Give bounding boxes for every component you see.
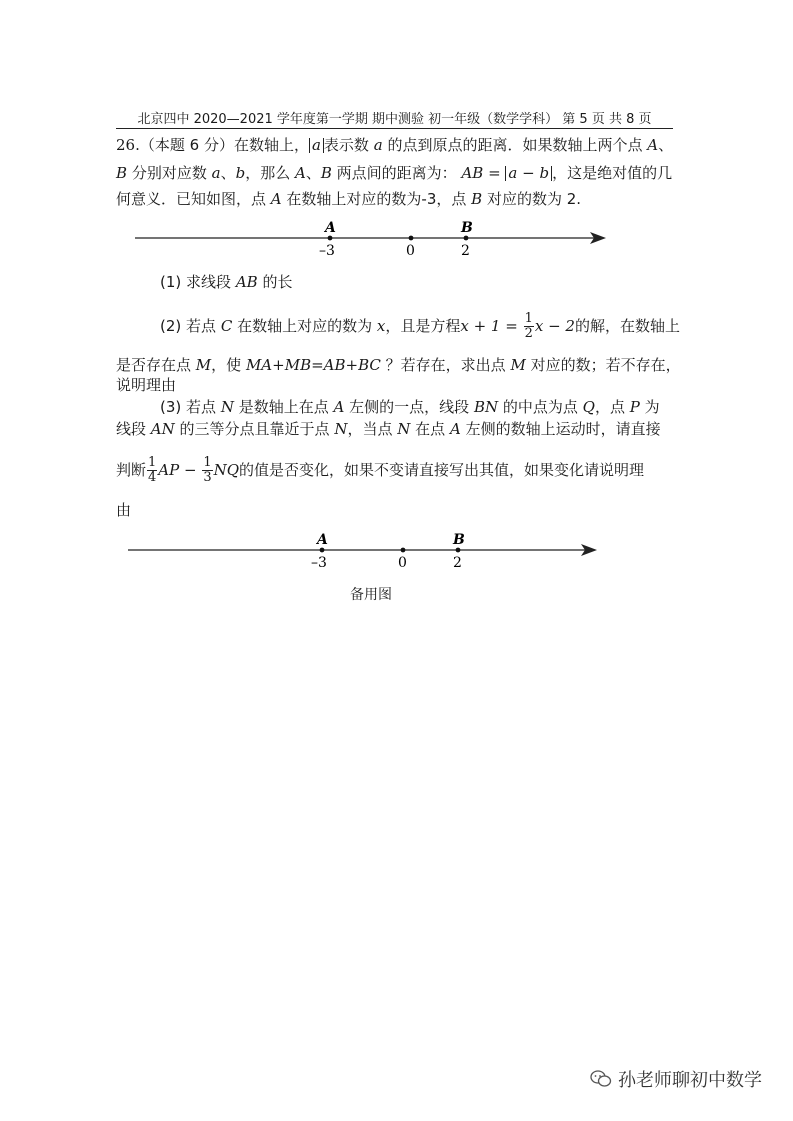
text: 表示数 — [323, 136, 369, 154]
equation-left: x + 1 = — [460, 317, 523, 335]
label-B: B — [461, 220, 473, 236]
point-B: B — [320, 164, 332, 182]
tick-2: 2 — [461, 243, 470, 259]
wechat-icon — [590, 1069, 612, 1089]
text: 左侧的数轴上运动时，请直接 — [465, 420, 661, 438]
text: 在数轴上对应的数为-3，点 — [286, 190, 467, 208]
expr-NQ: NQ — [213, 461, 240, 479]
point-A-dot — [320, 548, 325, 553]
text: 何意义．已知如图，点 — [116, 190, 267, 208]
point-B-dot — [456, 548, 461, 553]
segment-BN: BN — [473, 398, 499, 416]
var-a: a — [373, 136, 383, 154]
question-2-line-1 — [160, 312, 720, 341]
point-P: P — [629, 398, 640, 416]
formula-lhs: AB = — [461, 164, 506, 182]
text: ，点 — [594, 398, 625, 416]
text: 的值是否变化，如果不变请直接写出其值，如果变化请说明理 — [239, 461, 645, 479]
tick-0: 0 — [406, 243, 415, 259]
point-B: B — [116, 164, 128, 182]
question-1 — [160, 272, 720, 292]
point-M: M — [510, 356, 526, 374]
var-a: a — [211, 164, 221, 182]
var-x: x — [376, 317, 386, 335]
tick-2: 2 — [453, 555, 462, 571]
segment-AN: AN — [150, 420, 175, 438]
text: 的长 — [262, 273, 293, 291]
text: ，这是绝对值的几 — [552, 164, 673, 182]
text: ，当点 — [347, 420, 393, 438]
text: 对应的数为 2. — [486, 190, 582, 208]
text: 的点到原点的距离．如果数轴上两个点 — [387, 136, 643, 154]
text: 是否存在点 — [116, 356, 192, 374]
point-C: C — [220, 317, 233, 335]
point-A: A — [333, 398, 345, 416]
question-2-line-3 — [116, 375, 676, 395]
point-Q: Q — [582, 398, 595, 416]
question-3-line-1 — [160, 397, 720, 417]
fraction-one-half — [524, 312, 534, 341]
text: 线段 — [116, 420, 147, 438]
text: 在点 — [415, 420, 446, 438]
condition: MA+MB=AB+BC — [245, 356, 381, 374]
text: 判断 — [116, 461, 147, 479]
text: ？若存在，求出点 — [385, 356, 506, 374]
point-N: N — [397, 420, 411, 438]
text: 在数轴上， — [233, 136, 309, 154]
text: ，且是方程 — [385, 317, 461, 335]
tick-minus3: –3 — [311, 555, 327, 571]
question-2-line-2 — [116, 355, 681, 375]
text: ，那么 — [245, 164, 291, 182]
label-A: A — [317, 532, 328, 548]
text: 两点间的距离为： — [336, 164, 457, 182]
figure-caption: 备用图 — [350, 587, 392, 603]
page-header: 北京四中 2020—2021 学年度第一学期 期中测验 初一年级（数学学科） 第 5 页 共 8 页 — [137, 112, 652, 127]
text: 是数轴上在点 — [238, 398, 329, 416]
fraction-one-quarter — [147, 456, 157, 485]
text: (2) 若点 — [160, 317, 217, 335]
origin-dot — [401, 548, 406, 553]
point-A: A — [647, 136, 659, 154]
frac-num: 1 — [524, 311, 533, 326]
text: 由 — [116, 501, 132, 519]
frac-num: 1 — [148, 455, 157, 470]
frac-den: 3 — [203, 470, 212, 485]
origin-dot — [409, 236, 414, 241]
equation-right: x − 2 — [534, 317, 575, 335]
text: (1) 求线段 — [160, 273, 232, 291]
text: 左侧的一点，线段 — [349, 398, 470, 416]
point-B: B — [471, 190, 483, 208]
watermark-text: 孙老师聊初中数学 — [618, 1070, 762, 1091]
point-A: A — [294, 164, 306, 182]
text: 、 — [658, 136, 674, 154]
question-3-line-2 — [116, 419, 676, 439]
text: 、 — [305, 164, 321, 182]
text: (3) 若点 — [160, 398, 217, 416]
text: ，使 — [211, 356, 242, 374]
frac-den: 4 — [148, 470, 157, 485]
tick-0: 0 — [398, 555, 407, 571]
point-A: A — [270, 190, 282, 208]
fraction-one-third — [202, 456, 212, 485]
abs-a: a — [309, 138, 324, 153]
text: 在数轴上对应的数为 — [237, 317, 373, 335]
text: 的三等分点且靠近于点 — [179, 420, 330, 438]
point-M: M — [195, 356, 212, 374]
problem-number: 26. — [116, 136, 140, 154]
point-A: A — [449, 420, 461, 438]
var-AB: AB — [235, 273, 258, 291]
formula-abs: a − b — [505, 166, 552, 181]
point-N: N — [220, 398, 234, 416]
text: 、 — [220, 164, 236, 182]
text: 为 — [644, 398, 660, 416]
point-B-dot — [464, 236, 469, 241]
var-b: b — [235, 164, 246, 182]
problem-points: （本题 6 分） — [139, 136, 234, 154]
label-B: B — [453, 532, 465, 548]
frac-num: 1 — [203, 455, 212, 470]
text: 对应的数；若不存在， — [530, 356, 681, 374]
question-3-line-3 — [116, 456, 676, 485]
point-N: N — [334, 420, 348, 438]
frac-den: 2 — [524, 326, 533, 341]
tick-minus3: –3 — [319, 243, 335, 259]
text: 说明理由 — [116, 376, 177, 394]
text: 的解，在数轴上 — [574, 317, 680, 335]
text: 的中点为点 — [502, 398, 578, 416]
number-line-2 — [128, 532, 597, 571]
point-A-dot — [328, 236, 333, 241]
expr-AP: AP − — [158, 461, 202, 479]
question-3-line-4 — [116, 500, 676, 520]
text: 分别对应数 — [131, 164, 207, 182]
label-A: A — [325, 220, 336, 236]
watermark — [590, 1066, 762, 1092]
